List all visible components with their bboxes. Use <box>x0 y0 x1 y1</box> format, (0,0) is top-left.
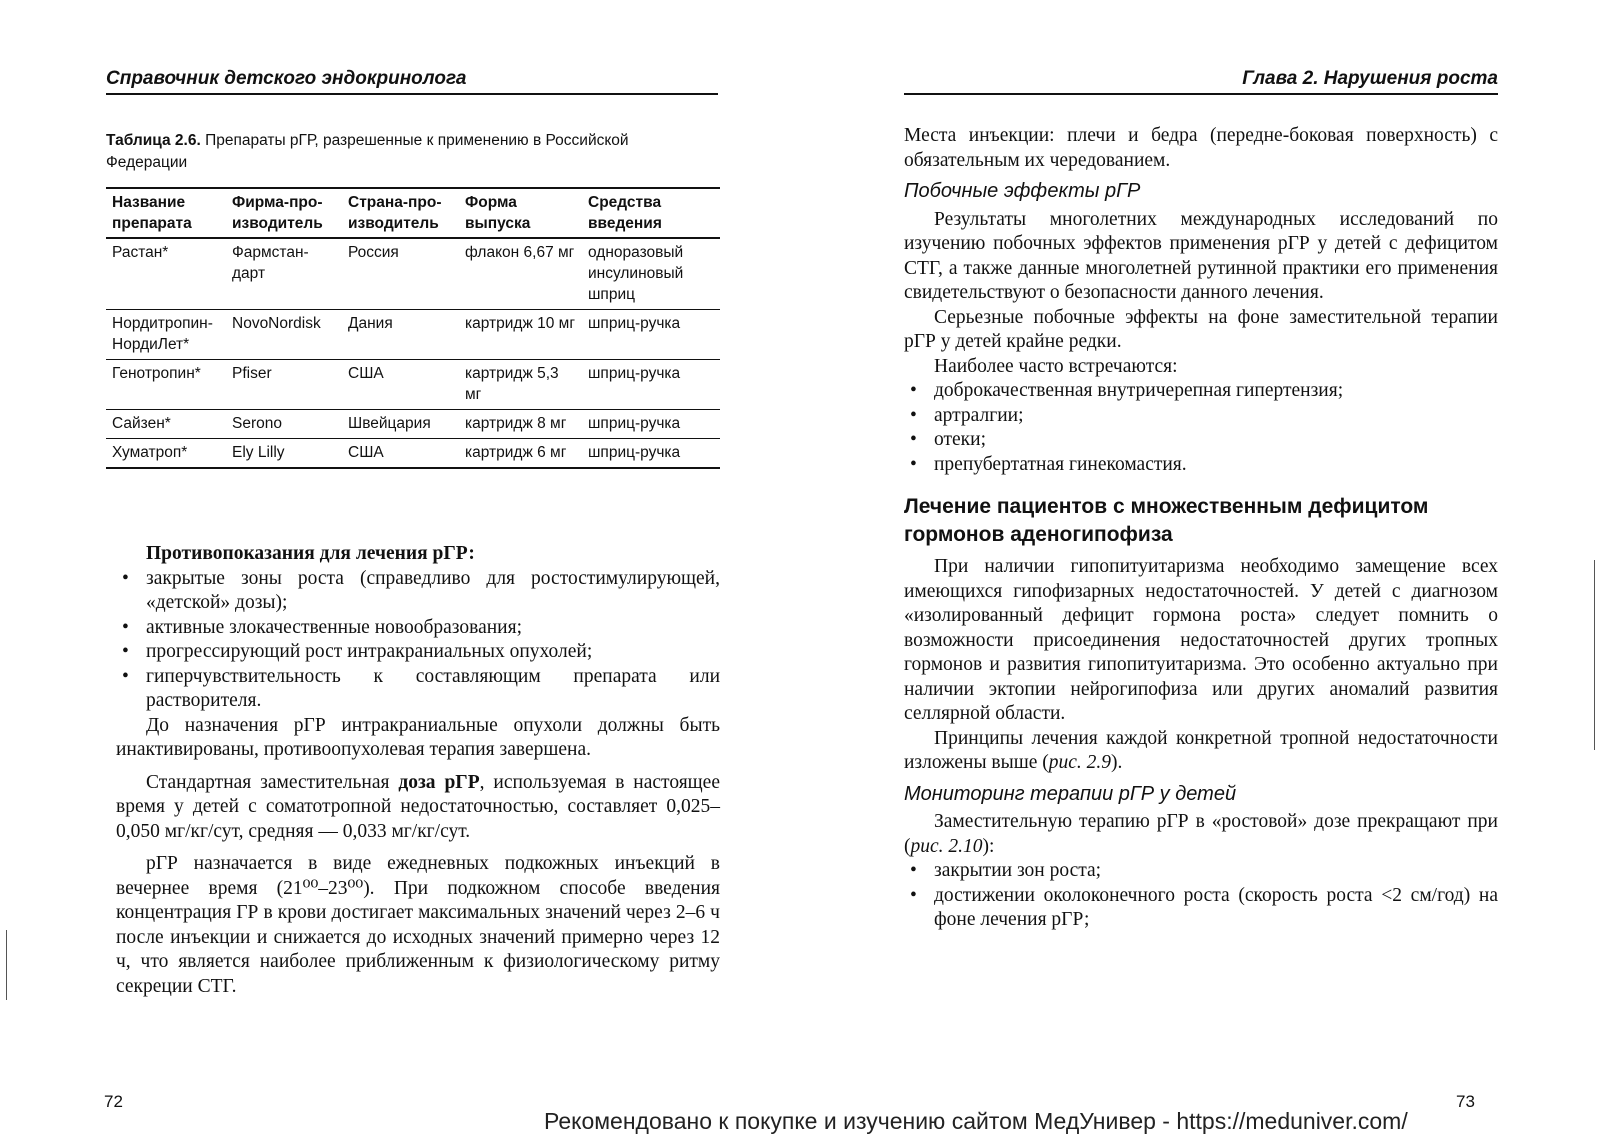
figure-reference: рис. 2.10 <box>910 835 983 857</box>
table-cell: Генотропин* <box>106 360 226 410</box>
table-cell: картридж 5,3 мг <box>459 360 582 410</box>
left-body-text <box>116 542 720 999</box>
table-header-cell: Форма выпуска <box>459 188 582 238</box>
stop-criteria-list <box>904 859 1498 933</box>
list-item: • достижении околоконечного роста (скорость роста <2 см/год) на фоне лечения рГР; <box>904 884 1498 933</box>
table-row <box>106 238 720 310</box>
table-cell: Дания <box>342 310 459 360</box>
table-row <box>106 310 720 360</box>
paragraph: Наиболее часто встречаются: <box>934 355 1178 377</box>
text-run: ): <box>982 835 995 857</box>
paragraph: Результаты многолетних международных исследований по изучению побочных эффектов применения рГР у детей с дефицитом СТГ, а также данные многолетней рутинной практики его применения свидетельствуют о безопасности данного лечения. <box>904 208 1498 303</box>
table-cell: Россия <box>342 238 459 310</box>
text-run: Стандартная заместительная <box>146 771 399 793</box>
list-item: • препубертатная гинекомастия. <box>904 453 1498 478</box>
stop-paragraph <box>904 810 1498 859</box>
table-caption <box>106 130 706 174</box>
figure-reference: рис. 2.9 <box>1048 752 1112 773</box>
page-number: 72 <box>104 1092 123 1111</box>
table-cell: Фармстан-дарт <box>226 238 342 310</box>
subheading-side-effects: Побочные эффекты рГР <box>904 180 1141 202</box>
principles-paragraph <box>904 727 1498 776</box>
table-header-cell: Фирма-про-изводитель <box>226 188 342 238</box>
table-cell: шприц-ручка <box>588 444 681 461</box>
table-cell: США <box>342 360 459 410</box>
table-cell: Хуматроп* <box>112 444 188 461</box>
section-heading: Лечение пациентов с множественным дефицитом гормонов аденогипофиза <box>904 495 1429 546</box>
list-item: • закрытые зоны роста (справедливо для ростостимулирующей, «детской» дозы); <box>116 567 720 616</box>
table-cell: Serono <box>226 410 342 439</box>
table-header-cell: Название препарата <box>106 188 226 238</box>
subheading-monitoring: Мониторинг терапии рГР у детей <box>904 782 1237 805</box>
dose-paragraph <box>116 771 720 845</box>
bold-term: доза рГР <box>398 771 480 793</box>
list-item: • гиперчувствительность к составляющим препарата или растворителя. <box>116 665 720 714</box>
right-page <box>800 0 1600 1139</box>
paragraph: При наличии гипопитуитаризма необходимо замещение всех имеющихся гипофизарных недостаточностей. У детей с диагнозом «изолированный дефицит гормона роста» следует помнить о возможности присоединения недостаточностей других тропных гормонов и развития гипопитуитаризма. Это особенно актуально при наличии эктопии нейрогипофиза или других аномалий развития селлярной области. <box>904 556 1498 724</box>
table-cell: Растан* <box>106 238 226 310</box>
text-run: Принципы лечения каждой конкретной тропной недостаточности изложены выше ( <box>904 727 1498 773</box>
contraindications-list <box>116 567 720 714</box>
table-cell: Ely Lilly <box>232 444 285 461</box>
table-cell: картридж 8 мг <box>459 410 582 439</box>
list-item: • доброкачественная внутричерепная гипертензия; <box>904 379 1498 404</box>
table-header-cell: Страна-про-изводитель <box>342 188 459 238</box>
paragraph: рГР назначается в виде ежедневных подкожных инъекций в вечернее время (21⁰⁰–23⁰⁰). При подкожном способе введения концентрация ГР в крови достигает максимальных значений через 2–6 ч после инъекции и снижается до исходных значений примерно через 12 ч, что является наиболее приближенным к физиологическому ритму секреции СТГ. <box>116 853 720 997</box>
watermark: Рекомендовано к покупке и изучению сайтом МедУнивер - https://meduniver.com/ <box>544 1108 1408 1134</box>
list-item: • отеки; <box>904 428 1498 453</box>
list-item: • прогрессирующий рост интракраниальных опухолей; <box>116 640 720 665</box>
side-effects-list <box>904 379 1498 477</box>
drugs-table <box>106 187 720 469</box>
table-caption-text: Препараты рГР, разрешенные к применению в Российской Федерации <box>106 132 629 171</box>
table-cell: шприц-ручка <box>582 360 720 410</box>
text-run: Заместительную терапию рГР в «ростовой» дозе прекращают при ( <box>904 811 1498 857</box>
table-cell: США <box>348 444 384 461</box>
running-head: Справочник детского эндокринолога <box>106 68 718 95</box>
table-row <box>106 360 720 410</box>
table-header-cell: Средства введения <box>582 188 720 238</box>
paragraph: Серьезные побочные эффекты на фоне заместительной терапии рГР у детей крайне редки. <box>904 306 1498 352</box>
table-cell: Швейцария <box>342 410 459 439</box>
contraindications-heading: Противопоказания для лечения рГР: <box>146 543 475 564</box>
table-cell: Pfiser <box>226 360 342 410</box>
table-row <box>106 410 720 439</box>
page-number: 73 <box>1456 1092 1475 1111</box>
list-item: • активные злокачественные новообразования; <box>116 616 720 641</box>
paragraph: До назначения рГР интракраниальные опухоли должны быть инактивированы, противоопухолевая терапия завершена. <box>116 714 720 760</box>
scan-edge-mark <box>6 930 7 1000</box>
list-item: • закрытии зон роста; <box>904 859 1498 884</box>
table-cell: одноразовый инсулиновый шприц <box>582 238 720 310</box>
text-run: ). <box>1111 752 1123 773</box>
table-header-row <box>106 188 720 238</box>
running-head: Глава 2. Нарушения роста <box>904 68 1498 95</box>
table-cell: шприц-ручка <box>582 310 720 360</box>
table-row <box>106 439 720 469</box>
table-cell: картридж 10 мг <box>459 310 582 360</box>
text-run: , используемая в настоящее время у детей с соматотропной недостаточностью, составляет 0,025–0,050 мг/кг/сут, средняя — 0,033 мг/кг/сут. <box>116 771 720 842</box>
table-cell: шприц-ручка <box>582 410 720 439</box>
table-cell: картридж 6 мг <box>465 444 567 461</box>
scan-edge-mark <box>1594 560 1595 750</box>
table-cell: Нордитропин-НордиЛет* <box>106 310 226 360</box>
table-cell: флакон 6,67 мг <box>459 238 582 310</box>
table-cell: Сайзен* <box>106 410 226 439</box>
table-cell: NovoNordisk <box>226 310 342 360</box>
right-body-text <box>904 124 1498 933</box>
table-caption-label: Таблица 2.6. <box>106 132 201 149</box>
list-item: • артралгии; <box>904 404 1498 429</box>
paragraph: Места инъекции: плечи и бедра (передне-боковая поверхность) с обязательным их чередованием. <box>904 125 1498 171</box>
